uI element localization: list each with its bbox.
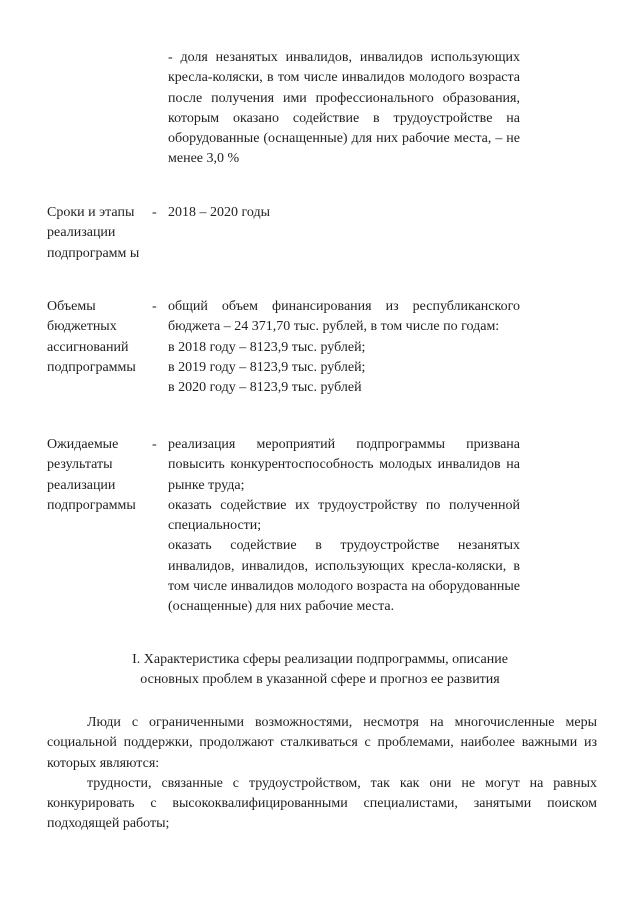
row-value [168, 203, 520, 223]
row-label: Объемы бюджетных ассигнований подпрограммы [47, 299, 136, 375]
passport-row-funding [47, 297, 527, 417]
passport-row-expected-results [47, 435, 527, 635]
target-indicator-text: - доля незанятых инвалидов, инвалидов использующих кресла-коляски, в том числе инвалидов молодого возраста после получения ими профессионального образования, которым оказано содействие в трудоустройстве на оборудованные (оснащенные) для них рабочие места, – не менее 3,0 % [168, 50, 520, 167]
value-line: в 2019 году – 8123,9 тыс. рублей; [168, 359, 366, 375]
value-line: 2018 – 2020 годы [168, 205, 271, 220]
row-dash: - [152, 437, 157, 452]
row-label: Сроки и этапы реализации подпрограмм ы [47, 205, 140, 261]
row-dash: - [152, 299, 157, 314]
body-text [47, 713, 597, 835]
passport-row-timeline [47, 203, 527, 283]
row-value [168, 435, 520, 618]
section-heading-line: I. Характеристика сферы реализации подпрограммы, описание [132, 652, 508, 667]
value-line: в 2020 году – 8123,9 тыс. рублей [168, 380, 362, 396]
section-heading-line: основных проблем в указанной сфере и прогноз ее развития [140, 672, 500, 688]
section-heading [62, 650, 578, 691]
value-line: оказать содействие в трудоустройстве незанятых инвалидов, инвалидов, использующих кресла-коляски, в том числе инвалидов молодого возраста на оборудованные (оснащенные) для них рабочие места. [168, 538, 520, 615]
value-line: оказать содействие их трудоустройству по полученной специальности; [168, 497, 520, 534]
body-paragraph: трудности, связанные с трудоустройством, так как они не могут на равных конкурировать с высококвалифицированными специалистами, занятыми поиском подходящей работы; [47, 775, 597, 832]
row-value [168, 297, 520, 398]
value-line: реализация мероприятий подпрограммы призвана повысить конкурентоспособность молодых инвалидов на рынке труда; [168, 437, 520, 493]
value-line: общий объем финансирования из республиканского бюджета – 24 371,70 тыс. рублей, в том числе по годам: [168, 299, 520, 335]
row-label: Ожидаемые результаты реализации подпрограммы [47, 437, 136, 513]
value-line: в 2018 году – 8123,9 тыс. рублей; [168, 339, 366, 355]
row-dash: - [152, 205, 157, 220]
body-paragraph: Люди с ограниченными возможностями, несмотря на многочисленные меры социальной поддержки, продолжают сталкиваться с проблемами, наиболее важными из которых являются: [47, 715, 597, 771]
